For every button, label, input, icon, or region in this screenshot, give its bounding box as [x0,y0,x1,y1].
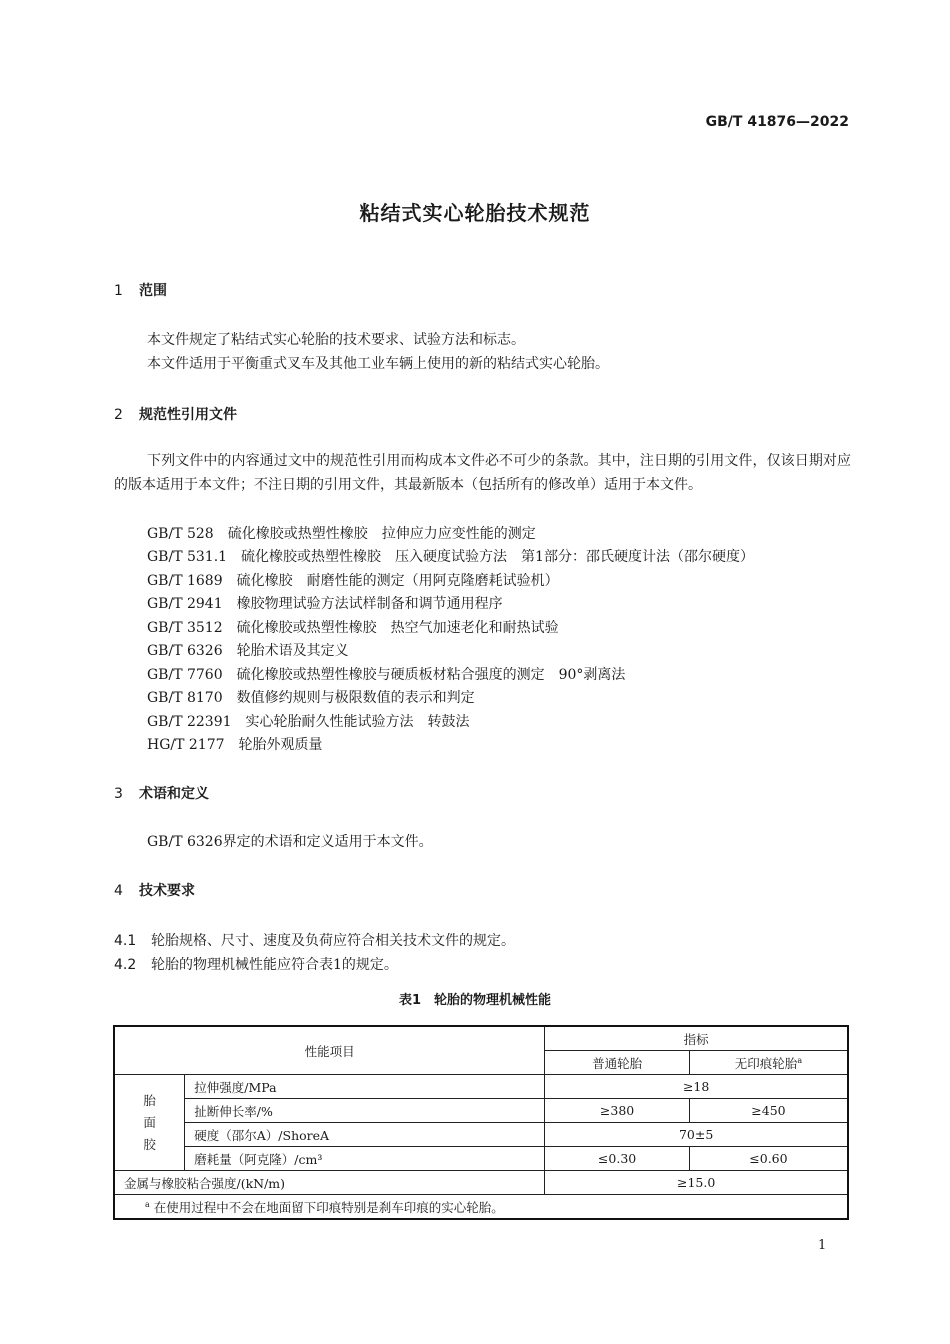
section-title: 技术要求 [139,883,195,899]
section-heading-references [114,404,237,424]
reference-item: GB/T 528 硫化橡胶或热塑性橡胶 拉伸应力应变性能的测定 [147,526,536,542]
reference-item: GB/T 531.1 硫化橡胶或热塑性橡胶 压入硬度试验方法 第1部分：邵氏硬度计法（邵尔硬度） [147,549,754,565]
header-index: 指标 [545,1026,848,1051]
standard-code: GB/T 41876—2022 [705,114,849,130]
row-item: 扯断伸长率/% [185,1099,545,1123]
scope-paragraph-1: 本文件规定了粘结式实心轮胎的技术要求、试验方法和标志。 [147,332,525,348]
footnote-marker: a [797,1055,803,1065]
section-heading-terms [114,783,209,803]
header-nomark-tire [689,1051,848,1075]
section-title: 范围 [139,283,167,299]
terms-paragraph: GB/T 6326界定的术语和定义适用于本文件。 [147,834,433,850]
reference-item: GB/T 2941 橡胶物理试验方法试样制备和调节通用程序 [147,596,503,612]
table-footnote [114,1195,848,1220]
reference-item: GB/T 22391 实心轮胎耐久性能试验方法 转鼓法 [147,714,470,730]
reference-item: GB/T 3512 硫化橡胶或热塑性橡胶 热空气加速老化和耐热试验 [147,620,559,636]
group-label-char: 面 [143,1114,156,1130]
row-value-merged: 70±5 [545,1123,848,1147]
group-label-char: 胶 [143,1136,156,1152]
scope-paragraph-2: 本文件适用于平衡重式叉车及其他工业车辆上使用的新的粘结式实心轮胎。 [147,356,609,372]
reference-item: GB/T 7760 硫化橡胶或热塑性橡胶与硬质板材粘合强度的测定 90°剥离法 [147,667,626,683]
header-nomark-text: 无印痕轮胎 [734,1055,798,1071]
section-title: 规范性引用文件 [139,407,237,423]
section-number: 4 [114,883,123,899]
group-label-char: 胎 [143,1092,156,1108]
section-title: 术语和定义 [139,786,209,802]
header-item: 性能项目 [114,1026,545,1075]
row-item: 拉伸强度/MPa [185,1075,545,1099]
clause-4-1 [114,930,515,950]
footnote-text: 在使用过程中不会在地面留下印痕特别是刹车印痕的实心轮胎。 [153,1199,504,1215]
bond-strength-item: 金属与橡胶粘合强度/(kN/m) [114,1171,545,1195]
clause-text: 轮胎的物理机械性能应符合表1的规定。 [151,957,398,973]
reference-item: GB/T 8170 数值修约规则与极限数值的表示和判定 [147,690,475,706]
row-value-merged: ≥18 [545,1075,848,1099]
section-heading-scope [114,280,167,300]
row-value-normal: ≥380 [545,1099,690,1123]
document-title: 粘结式实心轮胎技术规范 [359,201,591,225]
section-number: 3 [114,786,123,802]
header-normal-tire: 普通轮胎 [545,1051,690,1075]
row-item: 硬度（邵尔A）/ShoreA [185,1123,545,1147]
tread-rubber-group-label [114,1075,185,1171]
clause-text: 轮胎规格、尺寸、速度及负荷应符合相关技术文件的规定。 [151,933,515,949]
clause-4-2 [114,954,398,974]
row-value-nomark: ≤0.60 [689,1147,848,1171]
section-heading-requirements [114,880,195,900]
footnote-mark: a [145,1199,150,1209]
section-number: 2 [114,407,123,423]
properties-table [113,1025,849,1220]
reference-item: GB/T 1689 硫化橡胶 耐磨性能的测定（用阿克隆磨耗试验机） [147,573,559,589]
row-item: 磨耗量（阿克隆）/cm³ [185,1147,545,1171]
reference-item: HG/T 2177 轮胎外观质量 [147,737,323,753]
reference-item: GB/T 6326 轮胎术语及其定义 [147,643,349,659]
bond-strength-value: ≥15.0 [545,1171,848,1195]
table-caption: 表1 轮胎的物理机械性能 [398,993,552,1008]
section-number: 1 [114,283,123,299]
clause-number: 4.1 [114,933,137,949]
references-intro: 下列文件中的内容通过文中的规范性引用而构成本文件必不可少的条款。其中，注日期的引用文件，仅该日期对应的版本适用于本文件；不注日期的引用文件，其最新版本（包括所有的修改单）适用于本文件。 [114,453,851,493]
clause-number: 4.2 [114,957,137,973]
row-value-nomark: ≥450 [689,1099,848,1123]
page-number: 1 [818,1238,827,1253]
row-value-normal: ≤0.30 [545,1147,690,1171]
